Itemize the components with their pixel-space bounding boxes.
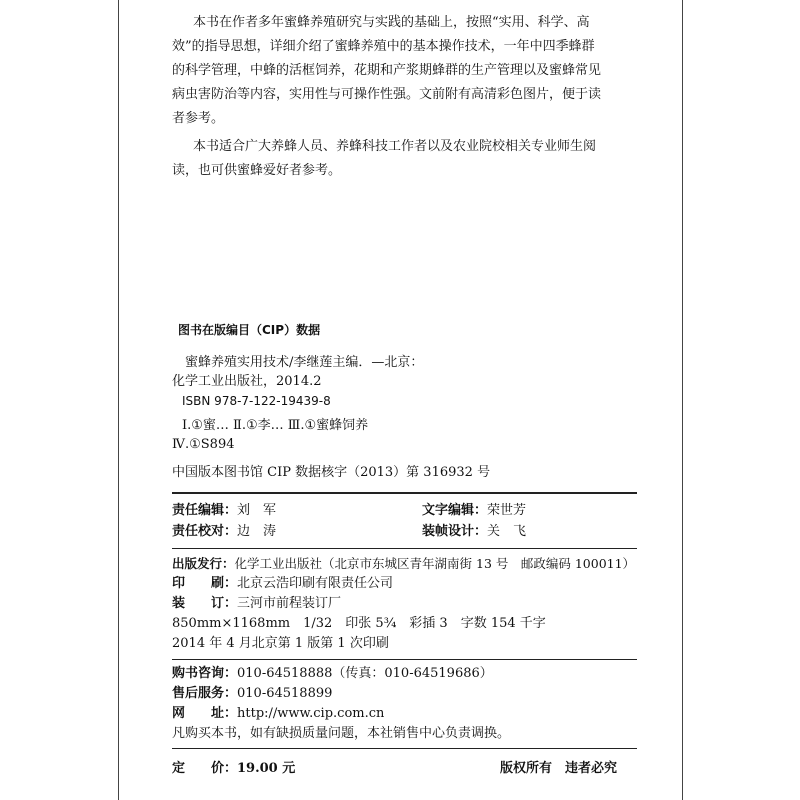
website-value: http://www.cip.com.cn — [237, 706, 385, 721]
replacement-notice: 凡购买本书，如有缺损质量问题，本社销售中心负责调换。 — [172, 726, 511, 741]
website — [172, 706, 384, 722]
abstract-line-3: 的科学管理，中蜂的活框饲养，花期和产浆期蜂群的生产管理以及蜜蜂常见 — [172, 63, 602, 78]
purchase-inquiry-label: 购书咨询： — [172, 666, 238, 681]
cip-heading: 图书在版编目（CIP）数据 — [178, 323, 321, 337]
cip-classification-2: Ⅳ.①S894 — [172, 437, 235, 452]
edition-info: 2014 年 4 月北京第 1 版第 1 次印刷 — [172, 636, 389, 651]
publisher-value: 化学工业出版社（北京市东城区青年湖南街 13 号 邮政编码 100011） — [234, 556, 636, 571]
cover-designer-value: 关 飞 — [487, 524, 527, 539]
abstract-line-2: 效”的指导思想，详细介绍了蜜蜂养殖中的基本操作技术，一年中四季蜂群 — [172, 39, 595, 54]
proofreader-value: 边 涛 — [237, 524, 277, 539]
price — [172, 761, 295, 777]
after-sales-label: 售后服务： — [172, 686, 238, 701]
cip-verification-number: 中国版本图书馆 CIP 数据核字（2013）第 316932 号 — [172, 465, 491, 480]
copyright-notice: 版权所有 违者必究 — [500, 761, 618, 776]
purchase-inquiry — [172, 666, 493, 682]
abstract-line-5: 者参考。 — [172, 111, 225, 126]
purchase-inquiry-value: 010-64518888（传真：010-64519686） — [237, 666, 493, 681]
binder-label: 装 订： — [172, 596, 238, 611]
printer-label: 印 刷： — [172, 576, 238, 591]
cover-designer — [422, 524, 526, 540]
text-editor — [422, 503, 526, 519]
audience-line-2: 读，也可供蜜蜂爱好者参考。 — [172, 163, 342, 178]
publisher — [172, 556, 635, 572]
abstract-line-4: 病虫害防治等内容，实用性与可操作性强。文前附有高清彩色图片，便于读 — [172, 87, 602, 102]
text-editor-label: 文字编辑： — [422, 503, 488, 518]
publisher-label: 出版发行： — [172, 556, 235, 571]
divider — [172, 748, 637, 749]
responsible-editor-value: 刘 军 — [237, 503, 277, 518]
abstract-line-1: 本书在作者多年蜜蜂养殖研究与实践的基础上，按照“实用、科学、高 — [193, 15, 590, 30]
website-label: 网 址： — [172, 706, 238, 721]
binder — [172, 596, 341, 612]
audience-line-1: 本书适合广大养蜂人员、养蜂科技工作者以及农业院校相关专业师生阅 — [193, 139, 597, 154]
cover-designer-label: 装帧设计： — [422, 524, 488, 539]
after-sales-value: 010-64518899 — [237, 686, 333, 701]
proofreader — [172, 524, 276, 540]
binder-value: 三河市前程装订厂 — [237, 596, 342, 611]
after-sales-service — [172, 686, 332, 702]
cip-classification-1: Ⅰ.①蜜… Ⅱ.①李… Ⅲ.①蜜蜂饲养 — [182, 418, 369, 433]
text-editor-value: 荣世芳 — [487, 503, 527, 518]
price-value: 19.00 元 — [237, 761, 296, 776]
responsible-editor — [172, 503, 276, 519]
book-format: 850mm×1168mm 1/32 印张 5¾ 彩插 3 字数 154 千字 — [172, 616, 546, 631]
cip-publisher-line: 化学工业出版社，2014.2 — [172, 374, 322, 389]
divider — [172, 659, 637, 660]
divider — [172, 548, 637, 549]
proofreader-label: 责任校对： — [172, 524, 238, 539]
responsible-editor-label: 责任编辑： — [172, 503, 238, 518]
price-label: 定 价： — [172, 761, 238, 776]
cip-title-line: 蜜蜂养殖实用技术/李继莲主编．—北京： — [185, 355, 424, 370]
cip-isbn: ISBN 978-7-122-19439-8 — [182, 394, 331, 408]
printer — [172, 576, 393, 592]
divider — [172, 492, 637, 494]
printer-value: 北京云浩印刷有限责任公司 — [237, 576, 394, 591]
